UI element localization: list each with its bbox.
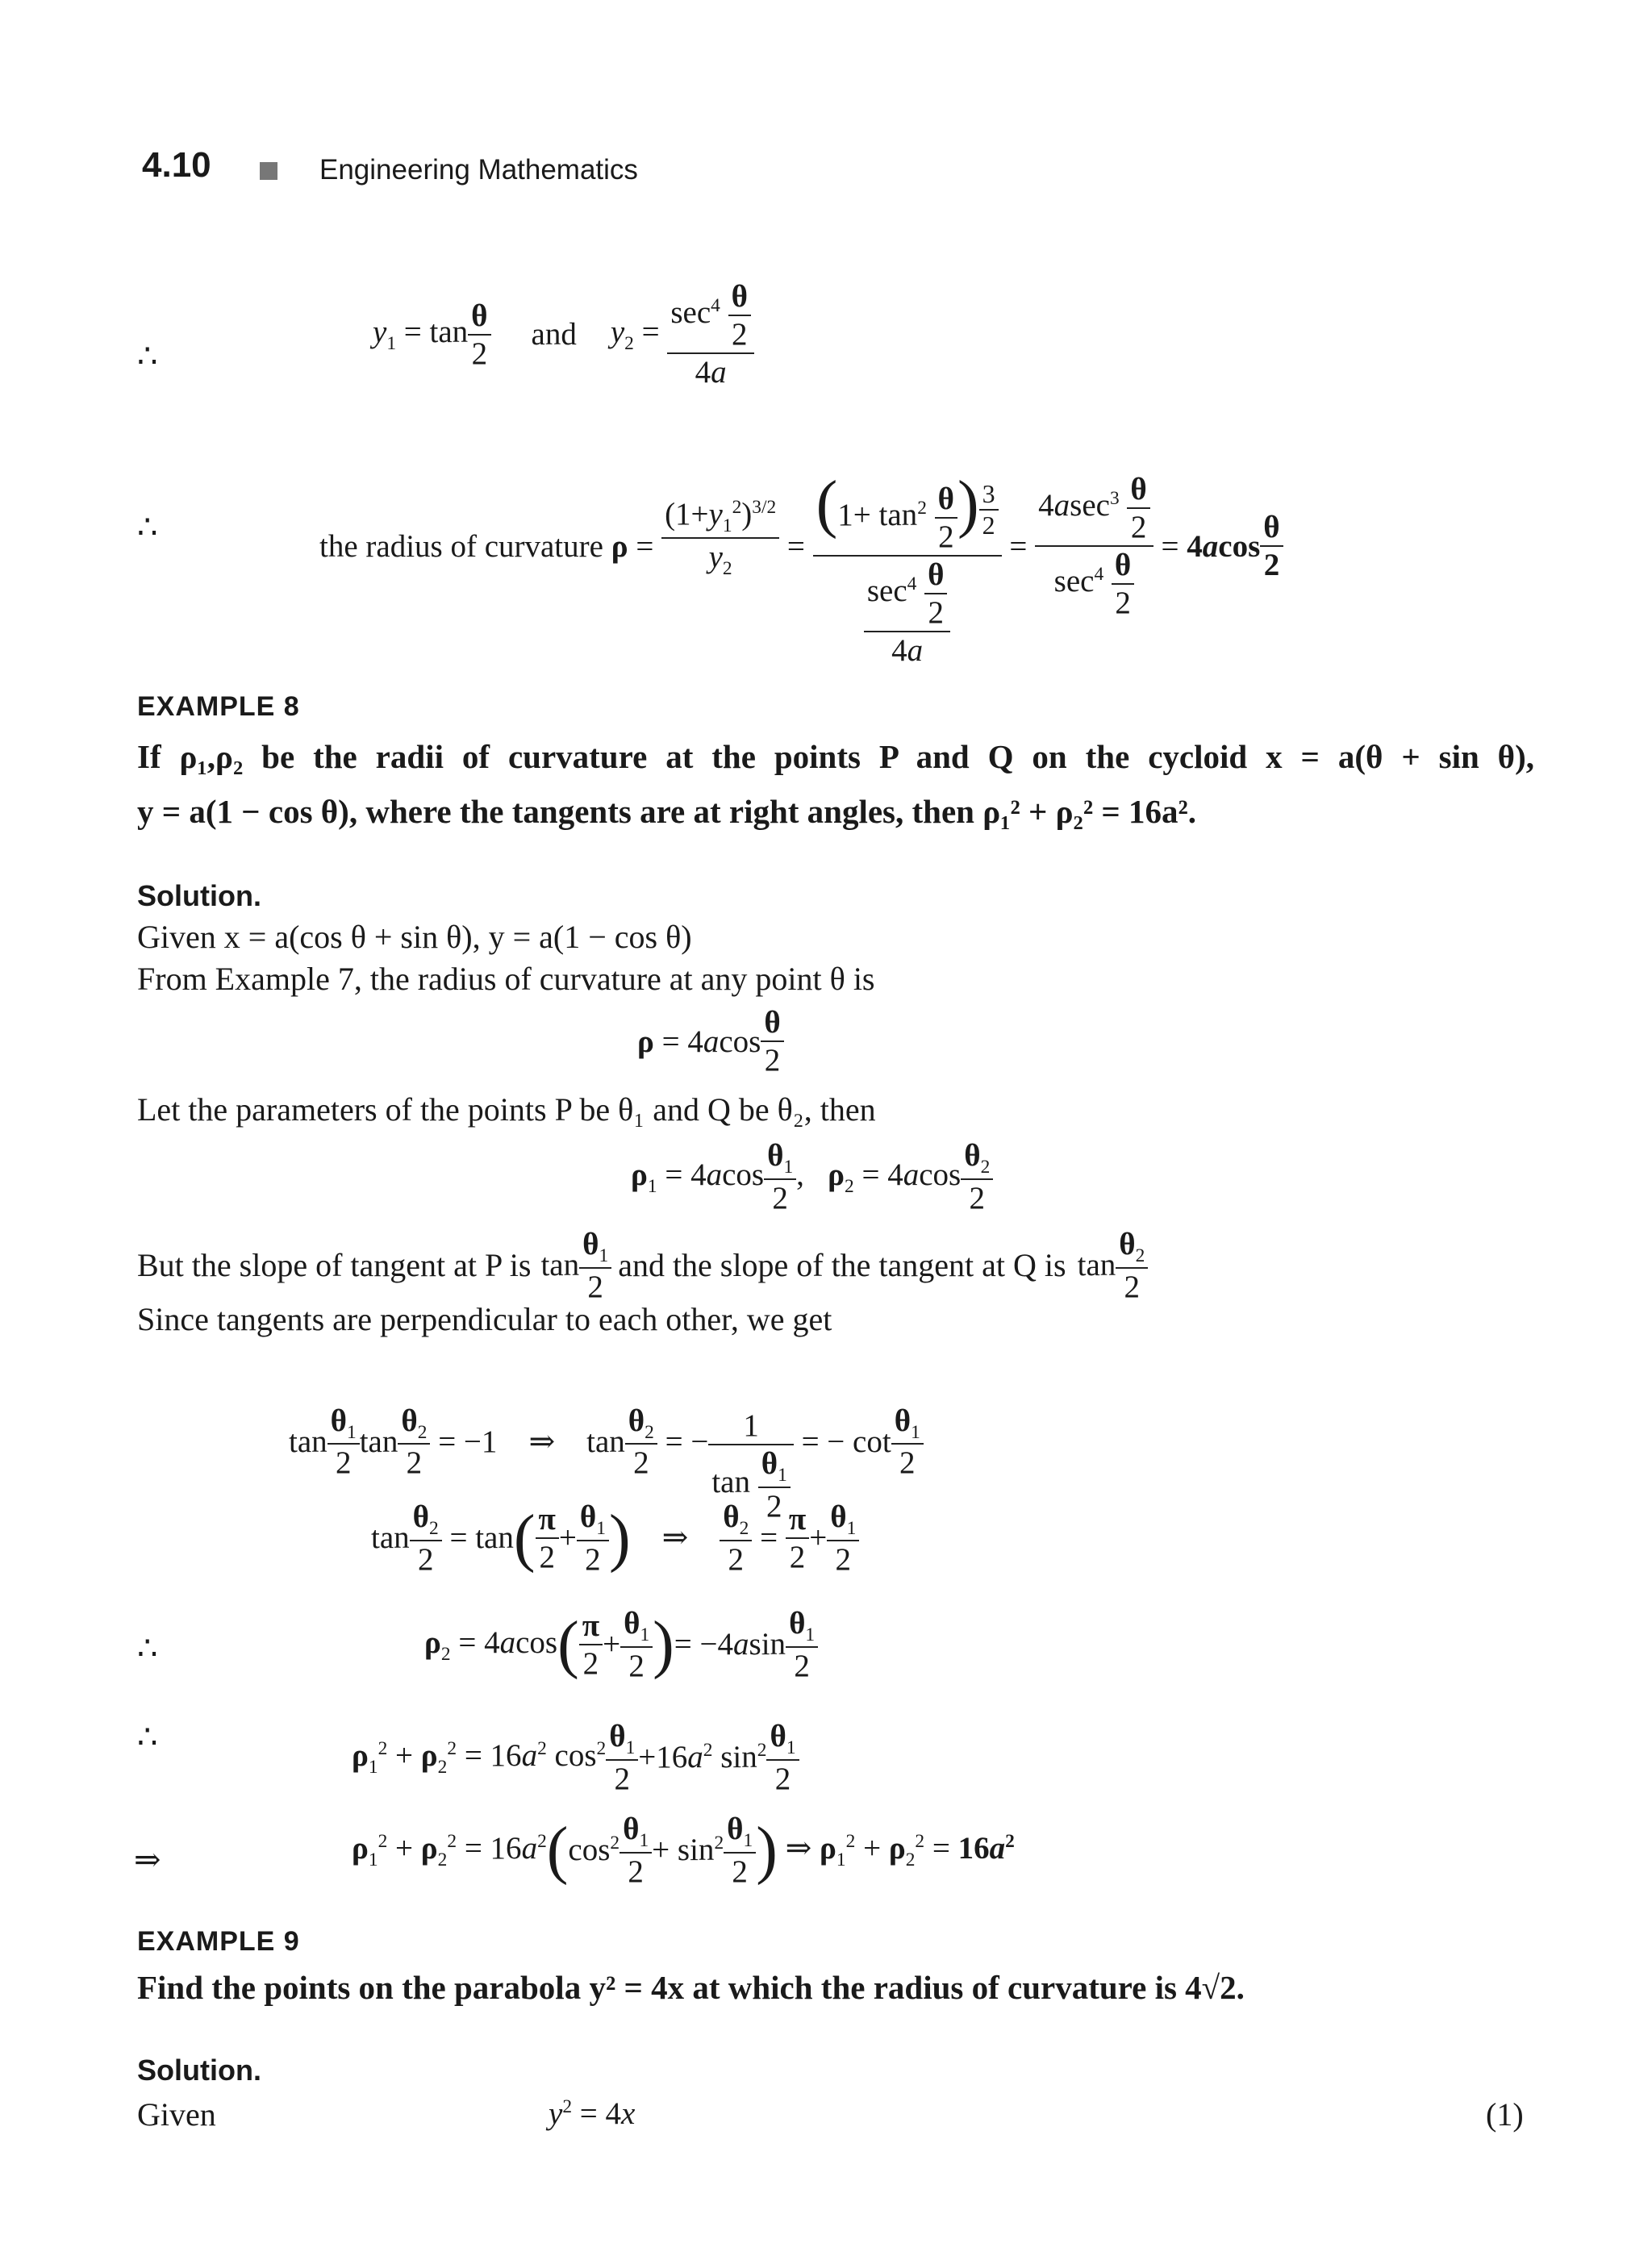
- example9-statement: Find the points on the parabola y² = 4x at which the radius of curvature is 4√2.: [137, 1969, 1245, 2006]
- example8-statement-line2: y = a(1 − cos θ), where the tangents are at right angles, then ρ₁² + ρ₂² = 16a².: [137, 793, 1197, 830]
- therefore-symbol: ∴: [137, 509, 158, 545]
- equation-y1-y2: $y_1 = \tan$ $\frac{\theta}{2}$ and $y_2$ = $\sec^4$ $\frac{\theta}{2}$ 4a: [373, 278, 754, 390]
- from-example7-line: From Example 7, the radius of curvature at any point θ is: [137, 961, 875, 997]
- equation-tan-product: tan $\frac{\theta_1}{2}$ tan $\frac{\theta_2}{2}$ = −1 ⇒ tan $\frac{\theta_2}{2}$ = − 1 tan $\frac{\theta_1}{2}$ = − cot $\frac{\theta_1}{2}$: [289, 1359, 924, 1524]
- given-word: Given: [137, 2096, 216, 2133]
- equation-tan-theta2: tan $\frac{\theta_2}{2}$ = tan ( $\frac{\pi}{2}$ + $\frac{\theta_1}{2}$ ) ⇒ $\frac{\theta_2}{2}$ = $\frac{\pi}{2}$ + $\frac{\theta_1}{2}$: [371, 1499, 859, 1578]
- slope-line: But the slope of tangent at P is tan $\frac{\theta_1}{2}$ and the slope of the tangent at Q is tan $\frac{\theta_2}{2}$: [137, 1226, 1148, 1305]
- and-word: and: [531, 317, 577, 352]
- equation-rho1-rho2: $\rho_1 = 4acos$ $\frac{\theta_1}{2}$ , $\rho_2 = 4acos$ $\frac{\theta_2}{2}$: [631, 1137, 993, 1216]
- example8-statement-line1: If ρ₁,ρ₂ be the radii of curvature at the points P and Q on the cycloid x = a(θ + sin θ),: [137, 738, 1534, 775]
- equation-rho2: $\rho_2 = 4acos$ ( $\frac{\pi}{2}$ + $\frac{\theta_1}{2}$ ) = −4asin $\frac{\theta_1}{2}$: [424, 1605, 818, 1684]
- slope-text-a: But the slope of tangent at P is: [137, 1247, 532, 1284]
- header-square-icon: [260, 162, 277, 180]
- solution-label: Solution.: [137, 879, 261, 912]
- since-tangents-line: Since tangents are perpendicular to each other, we get: [137, 1301, 832, 1337]
- equation-parabola: $y^2 = 4x$: [549, 2096, 636, 2131]
- page-number: 4.10: [142, 145, 211, 185]
- equation-sum-squares: $\rho_1^2 + \rho_2^2 = 16a^2$ $\cos^2$ $\frac{\theta_1}{2}$ $+16a^2$ $\sin^2$ $\frac{\theta_1}{2}$: [352, 1718, 799, 1797]
- therefore-symbol: ∴: [137, 1719, 158, 1755]
- solution9-label: Solution.: [137, 2054, 261, 2087]
- slope-text-b: and the slope of the tangent at Q is: [618, 1247, 1066, 1284]
- equation-radius-of-curvature: the radius of curvature ρ = $\frac{(1+y_1^2)^{3/2}}{y_2}$ = ($1+ \tan^2$ $\frac{\theta}{2}$ ) $^{\frac{3}{2}}$ $\sec^4$ $\frac{\theta}{2}$ 4a = 4asec$^3$ $\frac{\theta}{2}$ $\sec^4$ $\frac{\theta}{2}$ = 4acos $\frac{\theta}{2}$: [319, 423, 1283, 669]
- implies-symbol: ⇒: [528, 1424, 556, 1459]
- implies-symbol: ⇒: [661, 1520, 689, 1556]
- therefore-symbol: ∴: [137, 1630, 158, 1666]
- given-line: Given x = a(cos θ + sin θ), y = a(1 − cos θ): [137, 919, 692, 955]
- radius-label: the radius of curvature: [319, 528, 603, 564]
- let-parameters-line: Let the parameters of the points P be θ₁ and Q be θ₂, then: [137, 1091, 876, 1128]
- implies-symbol: ⇒: [134, 1841, 161, 1878]
- equation-final-result: $\rho_1^2 + \rho_2^2 = 16a^2$ ( $\cos^2$ $\frac{\theta_1}{2}$ + $\sin^2$ $\frac{\theta_1}{2}$ ) ⇒ $\rho_1^2 + \rho_2^2 = 16a^2$: [352, 1812, 1015, 1889]
- book-title: Engineering Mathematics: [319, 154, 638, 186]
- example9-heading: EXAMPLE 9: [137, 1926, 300, 1957]
- therefore-symbol: ∴: [137, 338, 158, 374]
- equation-number: (1): [1486, 2096, 1524, 2133]
- example8-heading: EXAMPLE 8: [137, 691, 300, 722]
- equation-rho: ρ = 4acos $\frac{\theta}{2}$: [637, 1004, 784, 1078]
